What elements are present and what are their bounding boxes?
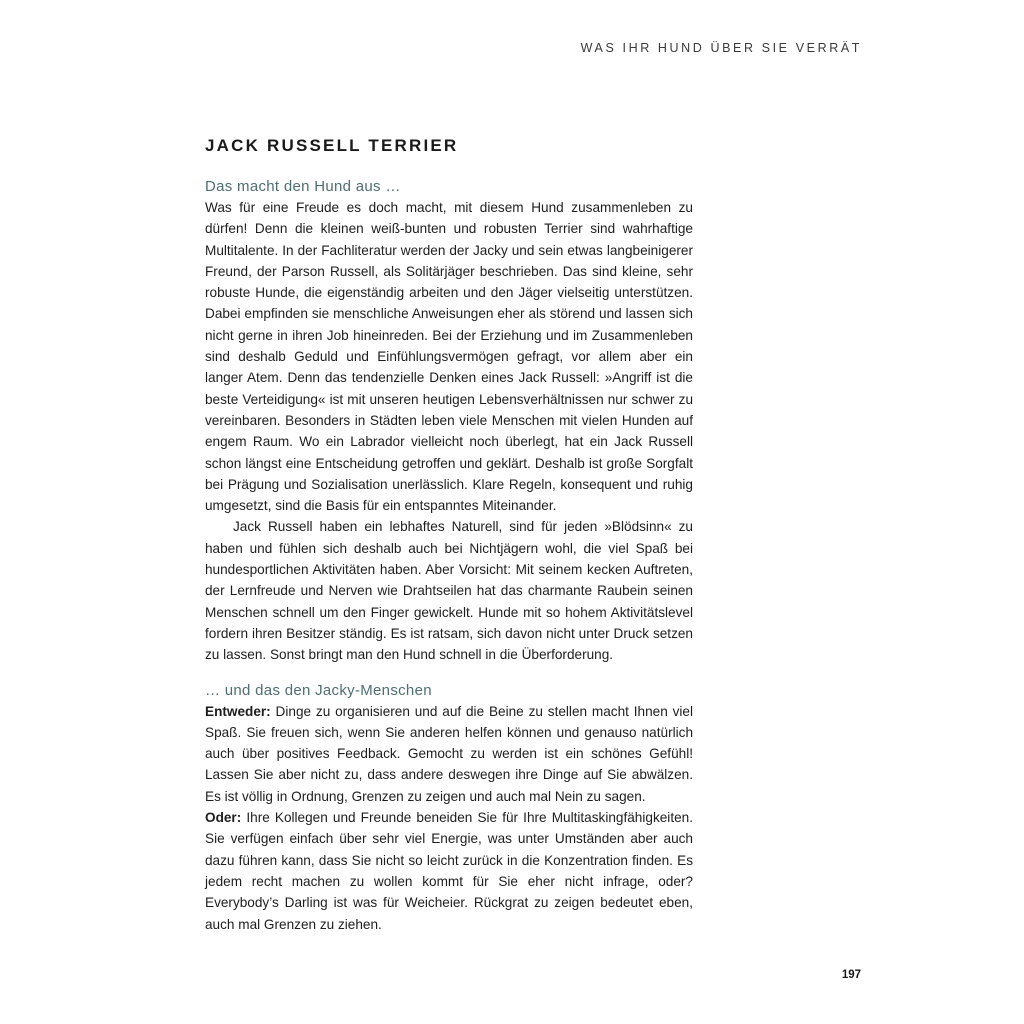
section-heading-dog: Das macht den Hund aus …: [205, 178, 401, 195]
dog-paragraph-2: Jack Russell haben ein lebhaftes Naturell, sind für jeden »Blödsinn« zu haben und fühlen sich deshalb auch bei Nichtjägern wohl, die viel Spaß bei hundesportlichen Aktivitäten haben. Aber Vorsicht: Mit seinem kecken Auftreten, der Lernfreude und Nerven wie Drahtseilen hat das charmante Raubein seinen Menschen schnell um den Finger gewickelt. Hunde mit so hohem Aktivitätslevel fordern ihren Besitzer ständig. Es ist ratsam, sich davon nicht unter Druck setzen zu lassen. Sonst bringt man den Hund schnell in die Überforderung.: [205, 519, 693, 663]
or-text: Ihre Kollegen und Freunde beneiden Sie für Ihre Multitaskingfähigkeiten. Sie verfügen einfach über sehr viel Energie, was unter Umständen aber auch dazu führen kann, dass Sie nicht so leicht zurück in die Konzentration finden. Es jedem recht machen zu wollen kommt für Sie eher nicht infrage, oder? Everybody’s Darling ist was für Weicheier. Rückgrat zu zeigen bedeutet eben, auch mal Grenzen zu ziehen.: [205, 810, 693, 932]
section-heading-person: … und das den Jacky-Menschen: [205, 681, 432, 699]
or-label: Oder:: [205, 810, 242, 826]
page-title: JACK RUSSELL TERRIER: [205, 136, 459, 155]
either-paragraph: [205, 701, 693, 807]
dog-paragraph-1: Was für eine Freude es doch macht, mit diesem Hund zusammenleben zu dürfen! Denn die kleinen weiß-bunten und robusten Terrier sind wahrhaftige Multitalente. In der Fachliteratur werden der Jacky und sein etwas langbeinigerer Freund, der Parson Russell, als Solitärjäger beschrieben. Das sind kleine, sehr robuste Hunde, die eigenständig arbeiten und den Jäger vielseitig unterstützen. Dabei empfinden sie menschliche Anweisungen eher als störend und lassen sich nicht gerne in ihren Job hineinreden. Bei der Erziehung und im Zusammenleben sind deshalb Geduld und Einfühlungsvermögen gefragt, vor allem aber ein langer Atem. Denn das tendenzielle Denken eines Jack Russell: »Angriff ist die beste Verteidigung« ist mit unseren heutigen Lebensverhältnissen nur schwer zu vereinbaren. Besonders in Städten leben viele Menschen mit vielen Hunden auf engem Raum. Wo ein Labrador vielleicht noch überlegt, hat ein Jack Russell schon längst eine Entscheidung getroffen und geklärt. Deshalb ist große Sorgfalt bei Prägung und Sozialisation unerlässlich. Klare Regeln, konsequent und ruhig umgesetzt, sind die Basis für ein entspanntes Miteinander.: [205, 200, 693, 514]
or-paragraph: [205, 807, 693, 935]
main-content: [205, 136, 693, 935]
either-label: Entweder:: [205, 703, 271, 719]
page-number: 197: [841, 969, 861, 981]
running-head: WAS IHR HUND ÜBER SIE VERRÄT: [580, 41, 862, 55]
either-text: Dinge zu organisieren und auf die Beine zu stellen macht Ihnen viel Spaß. Sie freuen sich, wenn Sie anderen helfen können und genauso natürlich auch über positives Feedback. Gemocht zu werden ist ein schönes Gefühl! Lassen Sie aber nicht zu, dass andere deswegen ihre Dinge auf Sie abwälzen. Es ist völlig in Ordnung, Grenzen zu zeigen und auch mal Nein zu sagen.: [205, 703, 693, 804]
